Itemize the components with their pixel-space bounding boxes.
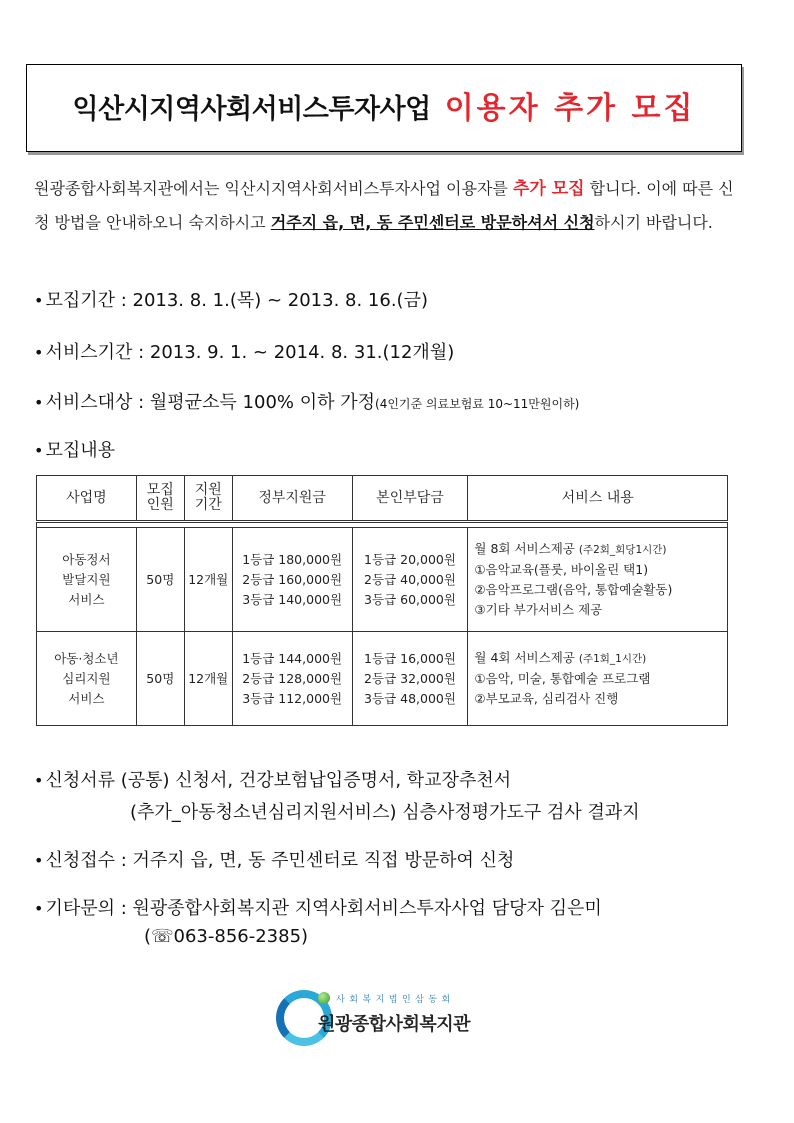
intro-highlight: 추가 모집 [512, 179, 585, 199]
recruit-period [34, 286, 428, 312]
program-table [36, 475, 728, 726]
title-box [26, 64, 742, 152]
header-period-1: 지원 [194, 482, 222, 498]
row2-quota: 50명 [136, 632, 184, 726]
page-title [27, 83, 741, 127]
row2-gov [232, 632, 352, 726]
intro-paragraph [34, 172, 744, 239]
service-target-text: 서비스대상 : 월평균소득 100% 이하 가정 [45, 392, 376, 413]
row2-name-1: 아동·청소년 [54, 650, 119, 666]
bullet-dot: • [34, 393, 44, 412]
row1-name-3: 서비스 [68, 591, 105, 607]
row2-name-3: 서비스 [68, 690, 105, 706]
application-documents [34, 766, 640, 824]
row2-self-3: 3등급 48,000원 [364, 690, 456, 706]
row2-content-3: ②부모교육, 심리검사 진행 [474, 691, 619, 706]
other-inquiry [34, 894, 602, 947]
service-period-text: 서비스기간 : 2013. 9. 1. ~ 2014. 8. 31.(12개월) [45, 342, 455, 363]
row1-period: 12개월 [184, 528, 232, 632]
header-period-2: 기간 [194, 497, 222, 513]
row1-gov-2: 2등급 160,000원 [242, 571, 343, 587]
bullet-dot: • [34, 291, 44, 310]
logo-dot-icon [318, 992, 330, 1004]
bullet-dot: • [34, 771, 44, 790]
reception-text: 신청접수 : 거주지 읍, 면, 동 주민센터로 직접 방문하여 신청 [45, 850, 515, 871]
header-period [184, 476, 232, 522]
row1-content [468, 528, 728, 632]
table-header-row [37, 476, 728, 522]
intro-underlined: 거주지 읍, 면, 동 주민센터로 방문하셔서 신청 [270, 213, 595, 232]
row1-gov-3: 3등급 140,000원 [242, 591, 343, 607]
logo-name: 원광종합사회복지관 [318, 1014, 470, 1035]
row1-self-3: 3등급 60,000원 [364, 591, 456, 607]
inquiry-line-1: 기타문의 : 원광종합사회복지관 지역사회서비스투자사업 담당자 김은미 [45, 898, 602, 919]
table-row [37, 528, 728, 632]
row2-content [468, 632, 728, 726]
header-quota-1: 모집 [146, 482, 174, 498]
header-gov: 정부지원금 [232, 476, 352, 522]
service-target [34, 388, 579, 414]
table-row [37, 632, 728, 726]
row2-gov-1: 1등급 144,000원 [242, 650, 343, 666]
row1-gov [232, 528, 352, 632]
header-project: 사업명 [37, 476, 137, 522]
row2-gov-3: 3등급 112,000원 [242, 690, 343, 706]
row2-self [352, 632, 468, 726]
bullet-dot: • [34, 851, 44, 870]
documents-line-1: 신청서류 (공통) 신청서, 건강보험납입증명서, 학교장추천서 [45, 770, 512, 791]
documents-line-2: (추가_아동청소년심리지원서비스) 심층사정평가도구 검사 결과지 [130, 802, 640, 823]
header-content: 서비스 내용 [468, 476, 728, 522]
inquiry-phone: (☏063-856-2385) [144, 926, 309, 947]
row2-content-2: ①음악, 미술, 통합예술 프로그램 [474, 671, 651, 686]
logo-subtitle: 사회복지법인삼동회 [336, 995, 455, 1005]
intro-text-3: 하시기 바랍니다. [594, 213, 713, 232]
row1-content-1: 월 8회 서비스제공 [474, 541, 575, 556]
row2-name [37, 632, 137, 726]
row2-content-1: 월 4회 서비스제공 [474, 650, 575, 665]
row1-self-1: 1등급 20,000원 [364, 551, 456, 567]
contents-heading [34, 436, 115, 462]
bullet-dot: • [34, 343, 44, 362]
row1-quota: 50명 [136, 528, 184, 632]
row1-content-2: ①음악교육(플룻, 바이올린 택1) [474, 562, 649, 577]
row1-content-4: ③기타 부가서비스 제공 [474, 602, 603, 617]
service-period [34, 338, 454, 364]
header-quota [136, 476, 184, 522]
row1-self-2: 2등급 40,000원 [364, 571, 456, 587]
row1-name-1: 아동정서 [62, 551, 111, 567]
row1-name-2: 발달지원 [62, 571, 111, 587]
intro-text-1: 원광종합사회복지관에서는 익산시지역사회서비스투자사업 이용자를 [34, 179, 513, 198]
row1-gov-1: 1등급 180,000원 [242, 551, 343, 567]
row2-self-1: 1등급 16,000원 [364, 650, 456, 666]
row1-content-note: (주2회_회당1시간) [578, 544, 667, 556]
welfare-center-logo [276, 990, 506, 1050]
row2-period: 12개월 [184, 632, 232, 726]
title-main: 익산시지역사회서비스투자사업 [72, 94, 431, 125]
intro-text-2: 합니다. 이에 따른 신청 방법을 안내하오니 숙지하시고 [34, 179, 734, 232]
row1-name [37, 528, 137, 632]
row2-gov-2: 2등급 128,000원 [242, 670, 343, 686]
header-self: 본인부담금 [352, 476, 468, 522]
bullet-dot: • [34, 899, 44, 918]
title-accent: 이용자 추가 모집 [444, 91, 696, 126]
row1-self [352, 528, 468, 632]
row2-self-2: 2등급 32,000원 [364, 670, 456, 686]
row1-content-3: ②음악프로그램(음악, 통합예술활동) [474, 582, 673, 597]
header-quota-2: 인원 [146, 497, 174, 513]
service-target-note: (4인기준 의료보험료 10~11만원이하) [375, 397, 580, 411]
application-reception [34, 846, 514, 872]
contents-heading-text: 모집내용 [45, 440, 115, 461]
row2-content-note: (주1회_1시간) [578, 653, 647, 665]
recruit-period-text: 모집기간 : 2013. 8. 1.(목) ~ 2013. 8. 16.(금) [45, 290, 428, 311]
bullet-dot: • [34, 441, 44, 460]
row2-name-2: 심리지원 [62, 670, 111, 686]
